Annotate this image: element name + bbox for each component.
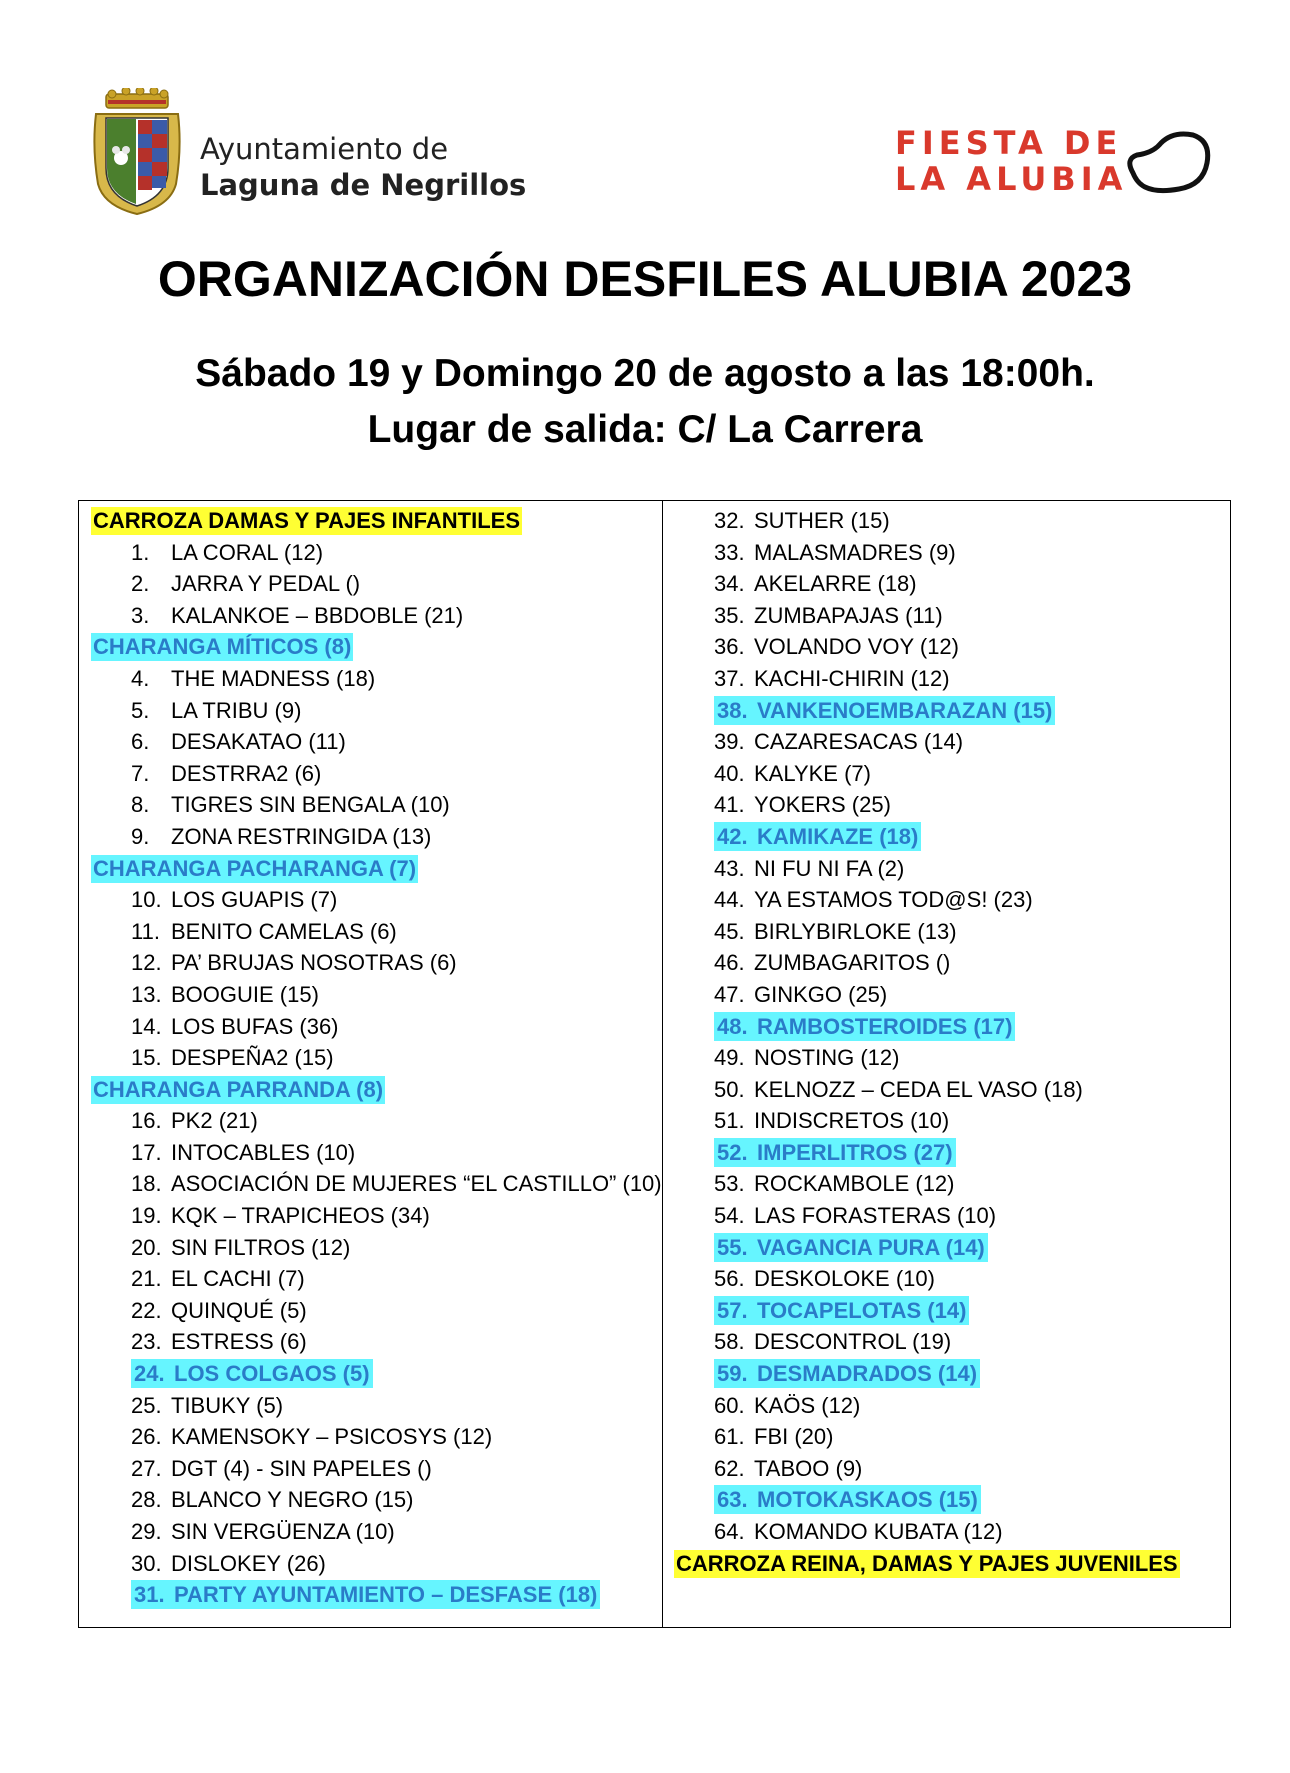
list-item-number: 25.: [131, 1392, 162, 1418]
list-item-content: [714, 1485, 981, 1514]
list-item-text: RAMBOSTEROIDES (17): [757, 1013, 1013, 1039]
list-item-number: 11.: [131, 918, 160, 944]
list-item-content: [714, 571, 917, 596]
coat-of-arms-icon: [90, 88, 185, 218]
list-item: [674, 537, 1224, 569]
list-item-content: [714, 919, 957, 944]
list-item-content: [714, 1296, 969, 1325]
list-item-number: 6.: [131, 729, 150, 755]
list-item-text: INTOCABLES (10): [171, 1139, 356, 1165]
list-item-number: 23.: [131, 1329, 162, 1355]
list-item-content: [131, 1203, 430, 1228]
list-item-content: [714, 1359, 980, 1388]
list-item-text: ZUMBAPAJAS (11): [754, 602, 943, 628]
event-name-line1: FIESTA DE: [895, 124, 1123, 162]
list-item-content: [714, 1456, 862, 1481]
list-item: [91, 600, 661, 632]
list-item-text: LAS FORASTERAS (10): [754, 1203, 997, 1229]
list-item: [91, 789, 661, 821]
list-item-content: [131, 571, 360, 596]
list-item: [674, 853, 1224, 885]
list-item-text: LOS COLGAOS (5): [174, 1361, 370, 1387]
list-item-text: PARTY AYUNTAMIENTO – DESFASE (18): [174, 1582, 598, 1608]
list-item-text: KALYKE (7): [754, 760, 871, 786]
left-column: [91, 505, 661, 1611]
list-item: [91, 821, 661, 853]
list-item-number: 54.: [714, 1203, 745, 1229]
list-item-content: [714, 1519, 1003, 1544]
section-header: [91, 631, 661, 663]
municipality-logo: [90, 88, 527, 218]
list-item-content: [131, 603, 463, 628]
list-item-text: MALASMADRES (9): [754, 539, 956, 565]
list-item-text: BIRLYBIRLOKE (13): [754, 918, 957, 944]
list-item-content: [714, 761, 871, 786]
section-header: [91, 853, 661, 885]
list-item-number: 44.: [714, 887, 745, 913]
list-item-text: CAZARESACAS (14): [754, 729, 964, 755]
list-item-content: [131, 1424, 492, 1449]
section-header-label: CHARANGA MÍTICOS (8): [93, 634, 352, 660]
list-item: [91, 1011, 661, 1043]
list-item: [91, 1200, 661, 1232]
list-item-content: [131, 982, 319, 1007]
list-item: [674, 663, 1224, 695]
list-item-number: 50.: [714, 1076, 745, 1102]
list-item: [674, 1074, 1224, 1106]
list-item-content: [714, 856, 904, 881]
event-name: [895, 125, 1127, 197]
list-item: [91, 695, 661, 727]
list-item: [91, 1453, 661, 1485]
list-item: [91, 1484, 661, 1516]
list-item-number: 7.: [131, 760, 150, 786]
list-item-number: 26.: [131, 1424, 162, 1450]
list-item: [91, 1168, 661, 1200]
list-item: [674, 1453, 1224, 1485]
list-item-number: 35.: [714, 602, 745, 628]
page-title: ORGANIZACIÓN DESFILES ALUBIA 2023: [157, 251, 1133, 307]
list-item-text: IMPERLITROS (27): [757, 1139, 953, 1165]
list-item-number: 10.: [131, 887, 162, 913]
list-item-number: 52.: [717, 1139, 748, 1165]
event-logo: [895, 125, 1225, 205]
list-item-number: 62.: [714, 1455, 745, 1481]
section-header: [91, 1074, 661, 1106]
list-item-highlighted: [91, 1358, 661, 1390]
list-item-text: PK2 (21): [171, 1108, 258, 1134]
list-item: [91, 568, 661, 600]
list-item-text: TOCAPELOTAS (14): [757, 1297, 967, 1323]
list-item-content: [714, 982, 887, 1007]
list-item-content: [131, 887, 337, 912]
list-item: [91, 1516, 661, 1548]
list-item-highlighted: [674, 695, 1224, 727]
list-item: [674, 726, 1224, 758]
list-item: [91, 884, 661, 916]
list-item-text: DESPEÑA2 (15): [171, 1045, 334, 1071]
list-item-number: 4.: [131, 665, 150, 691]
list-item-number: 21.: [131, 1266, 162, 1292]
list-item-highlighted: [674, 1295, 1224, 1327]
list-item-number: 51.: [714, 1108, 745, 1134]
list-item: [674, 979, 1224, 1011]
list-item-content: [714, 1329, 951, 1354]
list-item-number: 45.: [714, 918, 745, 944]
list-item-text: LA CORAL (12): [171, 539, 324, 565]
list-item-content: [131, 698, 301, 723]
list-item: [91, 916, 661, 948]
list-item: [674, 1421, 1224, 1453]
list-item: [674, 789, 1224, 821]
list-item: [91, 758, 661, 790]
list-item: [674, 1326, 1224, 1358]
list-item: [674, 1200, 1224, 1232]
list-item: [674, 1168, 1224, 1200]
list-item: [91, 1105, 661, 1137]
list-item-content: [714, 1108, 949, 1133]
list-item-text: KAMIKAZE (18): [757, 823, 919, 849]
list-item-text: GINKGO (25): [754, 981, 888, 1007]
list-item-text: MOTOKASKAOS (15): [757, 1487, 978, 1513]
list-item: [674, 631, 1224, 663]
list-item-text: JARRA Y PEDAL (): [171, 571, 361, 597]
list-item-content: [714, 950, 950, 975]
list-item-text: PA’ BRUJAS NOSOTRAS (6): [171, 950, 457, 976]
list-item-content: [714, 1012, 1015, 1041]
list-item-content: [714, 1077, 1083, 1102]
list-item-content: [714, 1171, 955, 1196]
list-item-text: INDISCRETOS (10): [754, 1108, 950, 1134]
list-item-content: [131, 1298, 307, 1323]
list-item-number: 12.: [131, 950, 162, 976]
list-item: [91, 1326, 661, 1358]
list-item-content: [131, 1393, 283, 1418]
list-item-content: [131, 1551, 326, 1576]
list-item-content: [131, 1171, 662, 1196]
list-item: [91, 1390, 661, 1422]
list-item-number: 24.: [134, 1361, 165, 1387]
list-item-highlighted: [674, 1358, 1224, 1390]
list-item-text: NI FU NI FA (2): [754, 855, 905, 881]
list-item: [674, 600, 1224, 632]
list-item-number: 15.: [131, 1045, 162, 1071]
list-item-number: 39.: [714, 729, 745, 755]
document-header: [0, 0, 1290, 240]
list-item-text: KOMANDO KUBATA (12): [754, 1519, 1003, 1544]
list-item: [674, 1263, 1224, 1295]
list-item-content: [131, 1140, 355, 1165]
right-column: [674, 505, 1224, 1579]
list-item-highlighted: [674, 821, 1224, 853]
list-item-number: 64.: [714, 1519, 745, 1544]
list-item-highlighted: [674, 1137, 1224, 1169]
list-item: [674, 884, 1224, 916]
list-item: [674, 1390, 1224, 1422]
list-item-number: 60.: [714, 1392, 745, 1418]
list-item-content: [714, 729, 963, 754]
list-item-text: DISLOKEY (26): [171, 1550, 326, 1576]
list-item-number: 30.: [131, 1550, 162, 1576]
list-item-number: 59.: [717, 1361, 748, 1387]
parade-order-table: [78, 500, 1231, 1628]
list-item-number: 42.: [717, 823, 748, 849]
list-item-number: 57.: [717, 1297, 748, 1323]
list-item-content: [714, 1424, 833, 1449]
list-item-text: ZUMBAGARITOS (): [754, 950, 951, 976]
list-item-content: [714, 792, 891, 817]
list-item-number: 3.: [131, 602, 150, 628]
list-item: [91, 1137, 661, 1169]
list-item-number: 14.: [131, 1013, 162, 1039]
list-item-content: [131, 1329, 307, 1354]
list-item-content: [131, 1235, 350, 1260]
list-item-text: KAÖS (12): [754, 1392, 861, 1418]
list-item-number: 58.: [714, 1329, 745, 1355]
list-item-text: KQK – TRAPICHEOS (34): [171, 1203, 430, 1229]
list-item-text: QUINQUÉ (5): [171, 1297, 307, 1323]
list-item-number: 33.: [714, 539, 745, 565]
section-header-label: CARROZA DAMAS Y PAJES INFANTILES: [93, 508, 521, 533]
list-item-highlighted: [674, 1484, 1224, 1516]
list-item-content: [131, 1359, 373, 1388]
list-item-text: VAGANCIA PURA (14): [757, 1234, 985, 1260]
list-item-number: 22.: [131, 1297, 162, 1323]
list-item-text: FBI (20): [754, 1424, 834, 1450]
list-item-text: ZONA RESTRINGIDA (13): [171, 823, 432, 849]
list-item-number: 53.: [714, 1171, 745, 1197]
list-item: [674, 1516, 1224, 1548]
departure-location: Lugar de salida: C/ La Carrera: [367, 408, 923, 451]
list-item-number: 63.: [717, 1487, 748, 1513]
list-item-number: 34.: [714, 571, 745, 597]
list-item-content: [131, 824, 431, 849]
list-item-content: [714, 1138, 956, 1167]
list-item-content: [131, 1456, 432, 1481]
list-item-number: 61.: [714, 1424, 745, 1450]
list-item-text: DESTRRA2 (6): [171, 760, 322, 786]
list-item-text: BENITO CAMELAS (6): [171, 918, 397, 944]
list-item: [91, 979, 661, 1011]
list-item-text: DESCONTROL (19): [754, 1329, 952, 1355]
list-item-content: [714, 603, 943, 628]
list-item-content: [131, 1014, 339, 1039]
list-item-text: BLANCO Y NEGRO (15): [171, 1487, 414, 1513]
list-item-number: 17.: [131, 1139, 162, 1165]
list-item-number: 29.: [131, 1519, 162, 1544]
list-item-text: ROCKAMBOLE (12): [754, 1171, 955, 1197]
list-item-number: 47.: [714, 981, 745, 1007]
list-item-number: 36.: [714, 634, 745, 660]
list-item: [91, 1042, 661, 1074]
list-item-text: NOSTING (12): [754, 1045, 900, 1071]
list-item-number: 41.: [714, 792, 745, 818]
list-item: [91, 1295, 661, 1327]
list-item-content: [131, 540, 323, 565]
section-header: [674, 1548, 1224, 1580]
list-item-content: [131, 729, 346, 754]
list-item-number: 2.: [131, 571, 150, 597]
list-item-text: YA ESTAMOS TOD@S! (23): [754, 887, 1033, 913]
list-item-number: 48.: [717, 1013, 748, 1039]
list-item-content: [714, 1393, 860, 1418]
list-item-number: 27.: [131, 1455, 162, 1481]
list-item: [91, 1421, 661, 1453]
list-item-number: 37.: [714, 665, 745, 691]
list-item-text: AKELARRE (18): [754, 571, 917, 597]
list-item-highlighted: [674, 1232, 1224, 1264]
list-item-text: LA TRIBU (9): [171, 697, 302, 723]
list-item-content: [714, 1045, 899, 1070]
list-item-number: 31.: [134, 1582, 165, 1608]
list-item-content: [131, 666, 375, 691]
list-item-content: [714, 634, 959, 659]
list-item-content: [131, 919, 397, 944]
list-item-number: 49.: [714, 1045, 745, 1071]
section-header-label: CHARANGA PACHARANGA (7): [93, 855, 417, 881]
list-item: [674, 568, 1224, 600]
column-divider: [662, 501, 663, 1627]
list-item-number: 18.: [131, 1171, 162, 1197]
list-item-content: [131, 1266, 305, 1291]
list-item-content: [714, 887, 1033, 912]
list-item-text: DESKOLOKE (10): [754, 1266, 935, 1292]
list-item-text: ESTRESS (6): [171, 1329, 307, 1355]
list-item-text: KACHI-CHIRIN (12): [754, 665, 950, 691]
list-item-text: KAMENSOKY – PSICOSYS (12): [171, 1424, 493, 1450]
list-item: [674, 505, 1224, 537]
list-item-text: KELNOZZ – CEDA EL VASO (18): [754, 1076, 1083, 1102]
section-header: [91, 505, 661, 537]
list-item-text: THE MADNESS (18): [171, 665, 376, 691]
list-item: [674, 1042, 1224, 1074]
list-item: [91, 1548, 661, 1580]
list-item-number: 56.: [714, 1266, 745, 1292]
list-item-text: VOLANDO VOY (12): [754, 634, 959, 660]
list-item: [91, 537, 661, 569]
list-item-content: [714, 822, 921, 851]
list-item-text: EL CACHI (7): [171, 1266, 305, 1292]
list-item-text: LOS GUAPIS (7): [171, 887, 338, 913]
list-item-number: 19.: [131, 1203, 162, 1229]
list-item-content: [131, 761, 321, 786]
list-item-number: 55.: [717, 1234, 748, 1260]
section-header-label: CHARANGA PARRANDA (8): [93, 1076, 384, 1102]
org-name-line1: Ayuntamiento de: [200, 132, 449, 166]
section-header-label: CARROZA REINA, DAMAS Y PAJES JUVENILES: [676, 1550, 1178, 1576]
list-item: [91, 1263, 661, 1295]
list-item-text: DESAKATAO (11): [171, 729, 346, 755]
list-item: [674, 1105, 1224, 1137]
list-item: [91, 947, 661, 979]
list-item-number: 8.: [131, 792, 150, 818]
list-item-content: [131, 950, 457, 975]
list-item-highlighted: [91, 1579, 661, 1611]
list-item-content: [131, 1108, 258, 1133]
list-item: [674, 947, 1224, 979]
event-date: Sábado 19 y Domingo 20 de agosto a las 18:00h.: [195, 352, 1095, 395]
list-item-content: [714, 1203, 996, 1228]
list-item-text: SIN VERGÜENZA (10): [171, 1519, 395, 1544]
event-name-line2: LA ALUBIA: [895, 160, 1128, 198]
list-item-number: 9.: [131, 823, 150, 849]
list-item-content: [131, 1487, 413, 1512]
list-item-highlighted: [674, 1011, 1224, 1043]
list-item-number: 32.: [714, 508, 745, 533]
list-item-content: [131, 1045, 334, 1070]
list-item: [91, 1232, 661, 1264]
list-item-number: 1.: [131, 539, 150, 565]
list-item-content: [714, 508, 890, 533]
list-item-content: [714, 1233, 988, 1262]
list-item-content: [714, 540, 956, 565]
list-item: [674, 758, 1224, 790]
list-item-text: TIGRES SIN BENGALA (10): [171, 792, 450, 818]
list-item-number: 40.: [714, 760, 745, 786]
list-item-text: ASOCIACIÓN DE MUJERES “EL CASTILLO” (10): [171, 1171, 662, 1197]
list-item-text: BOOGUIE (15): [171, 981, 319, 1007]
list-item-text: SUTHER (15): [754, 508, 890, 533]
list-item-text: SIN FILTROS (12): [171, 1234, 351, 1260]
list-item-text: VANKENOEMBARAZAN (15): [757, 697, 1053, 723]
list-item-content: [131, 1519, 395, 1544]
list-item: [674, 916, 1224, 948]
list-item-number: 28.: [131, 1487, 162, 1513]
bean-icon: [1123, 129, 1213, 195]
list-item-number: 13.: [131, 981, 162, 1007]
list-item-number: 46.: [714, 950, 745, 976]
list-item-content: [131, 1580, 600, 1609]
list-item: [91, 663, 661, 695]
list-item-content: [714, 696, 1055, 725]
list-item-content: [131, 792, 450, 817]
list-item: [91, 726, 661, 758]
list-item-text: YOKERS (25): [754, 792, 891, 818]
org-name-line2: Laguna de Negrillos: [200, 168, 527, 202]
list-item-content: [714, 666, 950, 691]
list-item-text: TABOO (9): [754, 1455, 863, 1481]
list-item-number: 5.: [131, 697, 150, 723]
list-item-number: 38.: [717, 697, 748, 723]
list-item-number: 16.: [131, 1108, 162, 1134]
list-item-text: DESMADRADOS (14): [757, 1361, 978, 1387]
list-item-text: TIBUKY (5): [171, 1392, 284, 1418]
list-item-number: 20.: [131, 1234, 162, 1260]
list-item-content: [714, 1266, 935, 1291]
list-item-number: 43.: [714, 855, 745, 881]
list-item-text: DGT (4) - SIN PAPELES (): [171, 1455, 432, 1481]
list-item-text: KALANKOE – BBDOBLE (21): [171, 602, 464, 628]
list-item-text: LOS BUFAS (36): [171, 1013, 339, 1039]
